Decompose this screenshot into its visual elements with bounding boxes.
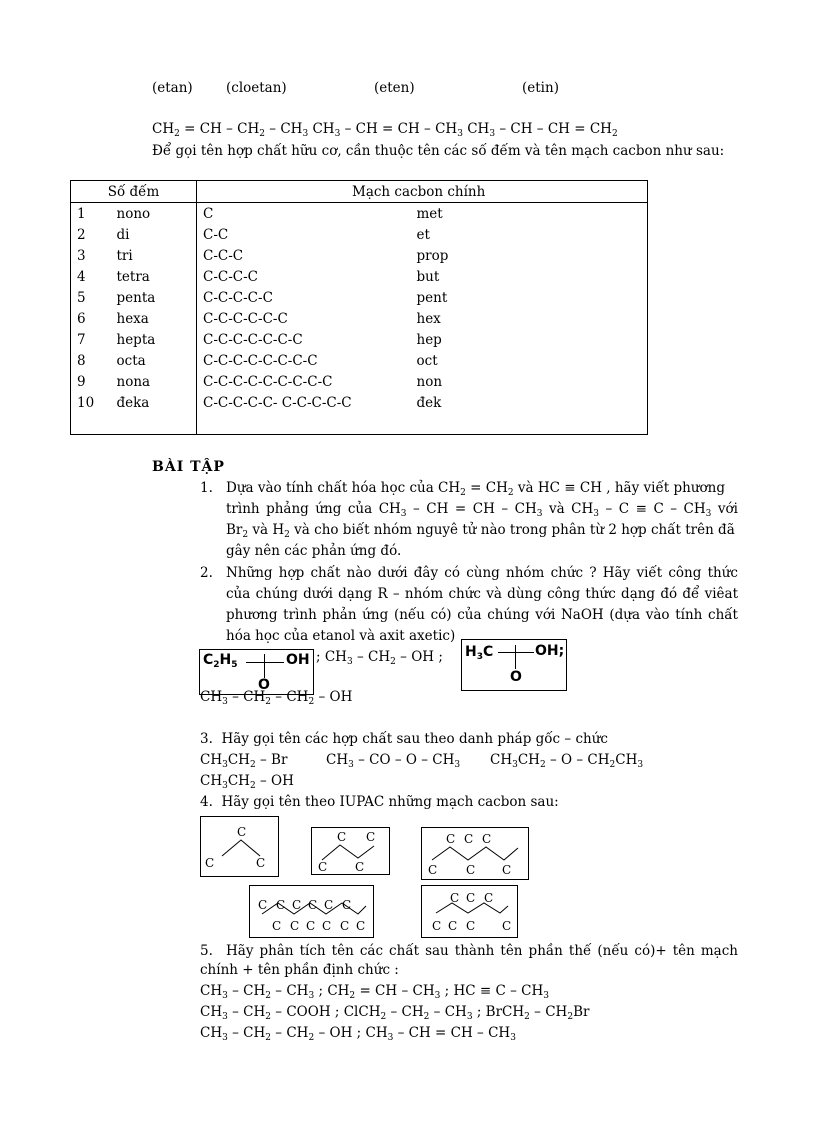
row-number: 9 (77, 373, 86, 390)
exercise-5 (200, 941, 738, 962)
row-root: hex (416, 310, 441, 327)
row-root: but (416, 268, 440, 285)
row-prefix: octa (109, 350, 197, 371)
row-root: đek (416, 394, 442, 411)
formula-line: $CH_2$ = CH – $CH_2 - CH_3$ $CH_3$ – CH = CH – $CH_3$ $CH_3$ – CH – CH = $CH_2$ (152, 121, 618, 139)
exercise-1-line-2: trình phảng ứng của $CH_3$ – CH = CH – $CH_3$ và $CH_3 - C \equiv C - CH_3$ với (226, 501, 738, 519)
exercise-5-line-2: chính + tên phần định chức : (200, 962, 399, 978)
row-root: et (416, 226, 430, 243)
exercise-1-line-1: Dựa vào tính chất hóa học của $CH_2 = CH_2$ và HC ≡ CH , hãy viết phương (226, 480, 725, 498)
row-chain: C-C-C-C-C- C-C-C-C-C (203, 394, 352, 411)
row-number: 1 (77, 205, 86, 222)
exercise-2-line-3: phương trình phản ứng (nếu có) của chúng với NaOH (dựa vào tính chất (226, 607, 738, 623)
row-chain: C-C-C-C-C-C-C-C (203, 352, 318, 369)
row-root: prop (416, 247, 449, 264)
exercise-2-line-4: hóa học của etanol và axit axetic) (226, 628, 456, 644)
row-prefix: hexa (109, 308, 197, 329)
box1-hydroxyl: OH (286, 652, 310, 668)
row-number: 8 (77, 352, 86, 369)
carbon-atom: C (466, 863, 476, 877)
propanol-formula: $CH_3 - CH_2 - CH_2$ – OH (200, 689, 353, 707)
header-count: Số đếm (71, 181, 197, 203)
carbon-atom: C (290, 919, 300, 933)
exercise-3-line-1: $CH_3CH_2$ – Br (200, 752, 288, 770)
carbon-atom: C (322, 919, 332, 933)
row-number: 5 (77, 289, 86, 306)
row-chain: C-C-C-C-C (203, 289, 273, 306)
carbon-atom: C (340, 919, 350, 933)
header-chain: Mạch cacbon chính (197, 181, 648, 203)
carbon-atom: C (256, 856, 266, 870)
carbon-atom: C (446, 832, 456, 846)
skeleton-2-bonds (322, 845, 374, 860)
exercise-1-line-4: gây nên các phản ứng đó. (226, 543, 402, 559)
carbon-atom: C (484, 891, 494, 905)
carbon-atom: C (237, 825, 247, 839)
carbon-atom: C (258, 898, 268, 912)
row-prefix: penta (109, 287, 197, 308)
exercise-5-line-1: Hãy phân tích tên các chất sau thành tên phần thế (nếu có)+ tên mạch (226, 943, 738, 959)
carbon-atom: C (466, 891, 476, 905)
carbon-atom: C (205, 856, 215, 870)
row-root: pent (416, 289, 448, 306)
carbon-atom: C (448, 919, 458, 933)
name-eten: (eten) (374, 80, 415, 96)
carbon-atom: C (466, 919, 476, 933)
carbon-atom: C (308, 898, 318, 912)
carbon-atom: C (366, 830, 376, 844)
row-root: oct (416, 352, 438, 369)
row-prefix: tri (109, 245, 197, 266)
carbon-atom: C (356, 919, 366, 933)
row-number: 4 (77, 268, 86, 285)
carbon-atom: C (502, 863, 512, 877)
box1-oxygen: O (258, 677, 270, 693)
carbon-atom: C (342, 898, 352, 912)
row-chain: C-C-C-C-C-C (203, 310, 288, 327)
row-number: 2 (77, 226, 86, 243)
exercise-5-formulas-1: $CH_3 - CH_2 - CH_3$ ; $CH_2$ = CH – $CH_3$ ; HC ≡ C – $CH_3$ (200, 983, 549, 1001)
row-prefix: đeka (109, 392, 197, 413)
name-etan: (etan) (152, 80, 193, 96)
exercise-2-line-2: của chúng dưới dạng R – nhóm chức và dùng công thức dạng đó để viêat (226, 586, 738, 602)
box2-oxygen: O (510, 669, 522, 685)
row-prefix: di (109, 224, 197, 245)
row-chain: C-C-C-C-C-C-C (203, 331, 303, 348)
row-chain: C-C-C (203, 247, 244, 264)
exercise-5-number: 5. (200, 943, 213, 959)
carbon-atom: C (450, 891, 460, 905)
exercise-3-line-1-c: $CH_3CH_2$ – O – $CH_2CH_3$ (490, 752, 644, 770)
exercise-heading: BÀI TẬP (152, 459, 225, 475)
ethanol-formula: ; $CH_3 - CH_2$ – OH ; (316, 649, 443, 667)
row-root: met (416, 205, 443, 222)
row-chain: C-C-C-C (203, 268, 259, 285)
box2-methyl-group: $H_3C$ (465, 644, 494, 662)
row-chain: C-C (203, 226, 229, 243)
carbon-atom: C (324, 898, 334, 912)
row-number: 3 (77, 247, 86, 264)
exercise-3-line-1-b: $CH_3$ – CO – O – $CH_3$ (326, 752, 461, 770)
carbon-atom: C (276, 898, 286, 912)
carbon-atom: C (432, 919, 442, 933)
carbon-atom: C (272, 919, 282, 933)
intro-sentence: Để gọi tên hợp chất hữu cơ, cần thuộc tên các số đếm và tên mạch cacbon như sau: (152, 143, 725, 159)
row-prefix: nona (109, 371, 197, 392)
carbon-atom: C (337, 830, 347, 844)
exercise-3-line-2: $CH_3CH_2$ – OH (200, 773, 294, 791)
exercise-5-formulas-2: $CH_3 - CH_2$ – COOH ; ClCH$_2$ – $CH_2 - CH_3$ ; BrCH$_2$ – $CH_2Br$ (200, 1004, 590, 1022)
row-chain: C-C-C-C-C-C-C-C-C (203, 373, 333, 390)
row-number: 10 (77, 394, 95, 411)
box1-ethyl-group: $C_2H_5$ (203, 652, 238, 670)
exercise-3-title: 3. Hãy gọi tên các hợp chất sau theo danh pháp gốc – chức (200, 731, 608, 747)
row-chain: C (203, 205, 214, 222)
row-number: 6 (77, 310, 86, 327)
exercise-4-title: 4. Hãy gọi tên theo IUPAC những mạch cacbon sau: (200, 794, 559, 810)
row-root: hep (416, 331, 442, 348)
skeleton-3-bonds (432, 847, 518, 860)
exercise-5-formulas-3: $CH_3 - CH_2 - CH_2$ – OH ; $CH_3$ – CH = CH – $CH_3$ (200, 1025, 516, 1043)
row-prefix: nono (109, 203, 197, 225)
box2-hydroxyl: OH; (535, 643, 565, 659)
carbon-atom: C (482, 832, 492, 846)
exercise-2-number: 2. (200, 565, 213, 581)
name-cloetan: (cloetan) (226, 80, 287, 96)
exercise-1-number: 1. (200, 480, 213, 496)
row-root: non (416, 373, 443, 390)
carbon-atom: C (428, 863, 438, 877)
carbon-atom: C (318, 860, 328, 874)
row-prefix: tetra (109, 266, 197, 287)
skeleton-1-bonds (222, 840, 260, 856)
exercise-1-line-3: $Br_2$ và $H_2$ và cho biết nhóm nguyê tử nào trong phân từ 2 hợp chất trên đã (226, 522, 735, 540)
row-number: 7 (77, 331, 86, 348)
carbon-atom: C (292, 898, 302, 912)
carbon-atom: C (502, 919, 512, 933)
row-prefix: hepta (109, 329, 197, 350)
exercise-2-line-1: Những hợp chất nào dưới đây có cùng nhóm chức ? Hãy viết công thức (226, 565, 738, 581)
carbon-atom: C (464, 832, 474, 846)
carbon-atom: C (355, 860, 365, 874)
name-etin: (etin) (522, 80, 559, 96)
carbon-atom: C (306, 919, 316, 933)
